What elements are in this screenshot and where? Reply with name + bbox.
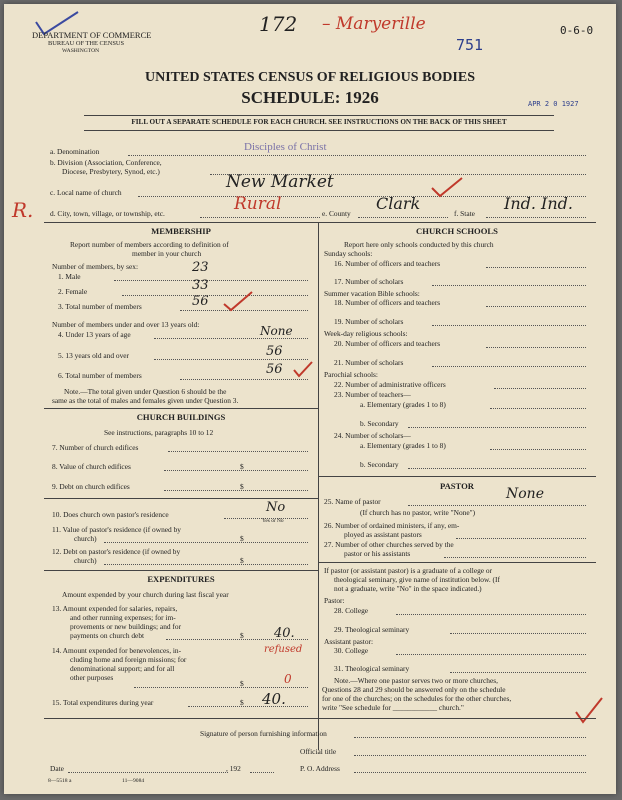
q14-label-a: 14. Amount expended for benevolences, in- bbox=[52, 646, 182, 655]
q15-dollar: $ bbox=[240, 698, 244, 707]
membership-intro-1: Report number of members according to definition of bbox=[70, 240, 229, 249]
q14-note: refused bbox=[264, 644, 303, 655]
q6-value: 56 bbox=[266, 362, 283, 377]
q13-label-a: 13. Amount expended for salaries, repairs, bbox=[52, 604, 178, 613]
grad-note-3: not a graduate, write "No" in the space indicated.) bbox=[334, 584, 482, 593]
q23a-label: a. Elementary (grades 1 to 8) bbox=[360, 400, 446, 409]
q17-label: 17. Number of scholars bbox=[334, 277, 404, 286]
pastor-note-4: write "See schedule for ____________ church." bbox=[322, 703, 464, 712]
q14-label-b: cluding home and foreign missions; for bbox=[70, 655, 187, 664]
q3-label: 3. Total number of members bbox=[58, 302, 142, 311]
city-line bbox=[200, 217, 320, 218]
instruction-banner: FILL OUT A SEPARATE SCHEDULE FOR EACH CHURCH. SEE INSTRUCTIONS ON THE BACK OF THIS SHEET bbox=[131, 118, 507, 126]
q8-dollar: $ bbox=[240, 462, 244, 471]
q24-label: 24. Number of scholars— bbox=[334, 431, 411, 440]
pastor-heading: PASTOR bbox=[439, 481, 475, 491]
q13-value: 40. bbox=[274, 626, 295, 641]
q25-sub: (If church has no pastor, write "None") bbox=[360, 508, 476, 517]
division-label-2: Diocese, Presbytery, Synod, etc.) bbox=[62, 167, 160, 176]
denomination-line bbox=[128, 155, 586, 156]
q15-label: 15. Total expenditures during year bbox=[52, 698, 154, 707]
q11-label-a: 11. Value of pastor's residence (if owned by bbox=[52, 525, 181, 534]
q4-value: None bbox=[260, 324, 293, 338]
checkmark-icon-red-2 bbox=[222, 290, 254, 312]
grad-note-1: If pastor (or assistant pastor) is a graduate of a college or bbox=[324, 566, 493, 575]
schedule-title: SCHEDULE: 1926 bbox=[241, 88, 379, 107]
membership-note-1: Note.—The total given under Question 6 should be the bbox=[64, 387, 227, 396]
q14-label-c: denominational support; and for all bbox=[70, 664, 175, 673]
local-name-value: New Market bbox=[226, 172, 334, 192]
q25-label: 25. Name of pastor bbox=[324, 497, 381, 506]
form-code: 0-6-0 bbox=[560, 24, 594, 37]
sunday-label: Sunday schools: bbox=[324, 249, 373, 258]
signature-label: Signature of person furnishing information bbox=[200, 729, 327, 738]
q21-label: 21. Number of scholars bbox=[334, 358, 404, 367]
denomination-label: a. Denomination bbox=[50, 147, 100, 156]
buildings-sub: See instructions, paragraphs 10 to 12 bbox=[104, 428, 214, 437]
state-value: Ind. Ind. bbox=[504, 194, 573, 213]
membership-intro-2: member in your church bbox=[132, 249, 202, 258]
q10-label: 10. Does church own pastor's residence bbox=[52, 510, 169, 519]
q23b-label: b. Secondary bbox=[360, 419, 399, 428]
q12-label-a: 12. Debt on pastor's residence (if owned by bbox=[52, 547, 181, 556]
q29-label: 29. Theological seminary bbox=[334, 625, 410, 634]
q11-label-b: church) bbox=[74, 534, 97, 543]
schools-sub: Report here only schools conducted by this church bbox=[344, 240, 494, 249]
q18-label: 18. Number of officers and teachers bbox=[334, 298, 441, 307]
q15-value: 40. bbox=[262, 690, 286, 708]
q16-label: 16. Number of officers and teachers bbox=[334, 259, 441, 268]
q13-label-c: provements or new buildings; and for bbox=[70, 622, 182, 631]
q14-label-d: other purposes bbox=[70, 673, 114, 682]
handwritten-place: – Maryerille bbox=[322, 14, 426, 34]
q30-label: 30. College bbox=[334, 646, 369, 655]
under-over-label: Number of members under and over 13 years old: bbox=[52, 320, 200, 329]
q25-value: None bbox=[506, 486, 544, 502]
q13-label-b: and other running expenses; for im- bbox=[70, 613, 176, 622]
q7-label: 7. Number of church edifices bbox=[52, 443, 139, 452]
denomination-value: Disciples of Christ bbox=[244, 141, 327, 153]
r-margin-mark: R. bbox=[12, 198, 34, 222]
state-line bbox=[486, 217, 586, 218]
q24b-label: b. Secondary bbox=[360, 460, 399, 469]
page-title: UNITED STATES CENSUS OF RELIGIOUS BODIES bbox=[144, 70, 475, 85]
state-label: f. State bbox=[454, 209, 475, 218]
county-label: e. County bbox=[322, 209, 351, 218]
q26-label-b: ployed as assistant pastors bbox=[344, 530, 422, 539]
checkmark-icon-red bbox=[430, 176, 464, 198]
q14-dollar: $ bbox=[240, 679, 244, 688]
q1-value: 23 bbox=[192, 260, 209, 275]
official-title-label: Official title bbox=[300, 747, 337, 756]
year-label: , 192 bbox=[226, 764, 241, 773]
q23-label: 23. Number of teachers— bbox=[334, 390, 411, 399]
pastor-note-1: Note.—Where one pastor serves two or more churches, bbox=[334, 676, 498, 685]
local-name-label: c. Local name of church bbox=[50, 188, 122, 197]
print-number: 11—9084 bbox=[122, 778, 145, 784]
q10-hint: Yes or No bbox=[262, 518, 284, 524]
weekday-label: Week-day religious schools: bbox=[324, 329, 408, 338]
expenditures-heading: EXPENDITURES bbox=[147, 574, 215, 584]
department-name: DEPARTMENT OF COMMERCE bbox=[32, 30, 152, 40]
county-line bbox=[358, 217, 448, 218]
form-number: 8—5518 a bbox=[48, 778, 72, 784]
q24a-label: a. Elementary (grades 1 to 8) bbox=[360, 441, 446, 450]
q12-label-b: church) bbox=[74, 556, 97, 565]
bureau-name: BUREAU OF THE CENSUS bbox=[48, 40, 125, 47]
q2-value: 33 bbox=[192, 278, 209, 293]
handwritten-number: 172 bbox=[259, 12, 298, 36]
q27-label-a: 27. Number of other churches served by the bbox=[324, 540, 454, 549]
membership-heading: MEMBERSHIP bbox=[151, 226, 211, 236]
received-date-stamp: APR 2 0 1927 bbox=[528, 100, 579, 108]
q8-label: 8. Value of church edifices bbox=[52, 462, 131, 471]
q13-label-d: payments on church debt bbox=[70, 631, 145, 640]
asst-pastor-label: Assistant pastor: bbox=[324, 637, 374, 646]
pastor-note-3: for one of the churches; on the schedules for the other churches, bbox=[322, 694, 512, 703]
q28-label: 28. College bbox=[334, 606, 369, 615]
buildings-heading: CHURCH BUILDINGS bbox=[136, 412, 226, 422]
q9-dollar: $ bbox=[240, 482, 244, 491]
q9-label: 9. Debt on church edifices bbox=[52, 482, 130, 491]
q5-label: 5. 13 years old and over bbox=[58, 351, 130, 360]
q20-label: 20. Number of officers and teachers bbox=[334, 339, 441, 348]
by-sex-label: Number of members, by sex: bbox=[52, 262, 138, 271]
parochial-label: Parochial schools: bbox=[324, 370, 378, 379]
city-value: Rural bbox=[234, 194, 282, 214]
bureau-city: WASHINGTON bbox=[62, 48, 100, 54]
q3-value: 56 bbox=[192, 294, 209, 309]
q31-label: 31. Theological seminary bbox=[334, 664, 410, 673]
q12-dollar: $ bbox=[240, 556, 244, 565]
date-label: Date bbox=[50, 764, 64, 773]
po-address-label: P. O. Address bbox=[300, 764, 340, 773]
grad-note-2: theological seminary, give name of institution below. (If bbox=[334, 575, 500, 584]
division-label: b. Division (Association, Conference, bbox=[50, 158, 162, 167]
q1-label: 1. Male bbox=[58, 272, 81, 281]
q5-value: 56 bbox=[266, 344, 283, 359]
q13-dollar: $ bbox=[240, 631, 244, 640]
checkmark-icon-red-3 bbox=[292, 360, 314, 378]
q19-label: 19. Number of scholars bbox=[334, 317, 404, 326]
schools-heading: CHURCH SCHOOLS bbox=[416, 226, 498, 236]
q14-value: 0 bbox=[284, 672, 292, 686]
q6-label: 6. Total number of members bbox=[58, 371, 142, 380]
checkmark-icon-red-4 bbox=[574, 696, 604, 724]
q2-label: 2. Female bbox=[58, 287, 88, 296]
q11-dollar: $ bbox=[240, 534, 244, 543]
county-value: Clark bbox=[376, 194, 421, 213]
city-label: d. City, town, village, or township, etc. bbox=[50, 209, 165, 218]
q10-value: No bbox=[266, 500, 286, 515]
pastor-note-2: Questions 28 and 29 should be answered only on the schedule bbox=[322, 685, 506, 694]
pastor-sub-label: Pastor: bbox=[324, 596, 345, 605]
census-schedule-sheet bbox=[4, 4, 616, 794]
membership-note-2: same as the total of males and females given under Question 3. bbox=[52, 396, 239, 405]
summer-label: Summer vacation Bible schools: bbox=[324, 289, 420, 298]
q22-label: 22. Number of administrative officers bbox=[334, 380, 446, 389]
q4-label: 4. Under 13 years of age bbox=[58, 330, 131, 339]
expenditures-sub: Amount expended by your church during last fiscal year bbox=[62, 590, 229, 599]
q27-label-b: pastor or his assistants bbox=[344, 549, 411, 558]
q26-label-a: 26. Number of ordained ministers, if any, em- bbox=[324, 521, 460, 530]
serial-number: 751 bbox=[456, 36, 484, 54]
